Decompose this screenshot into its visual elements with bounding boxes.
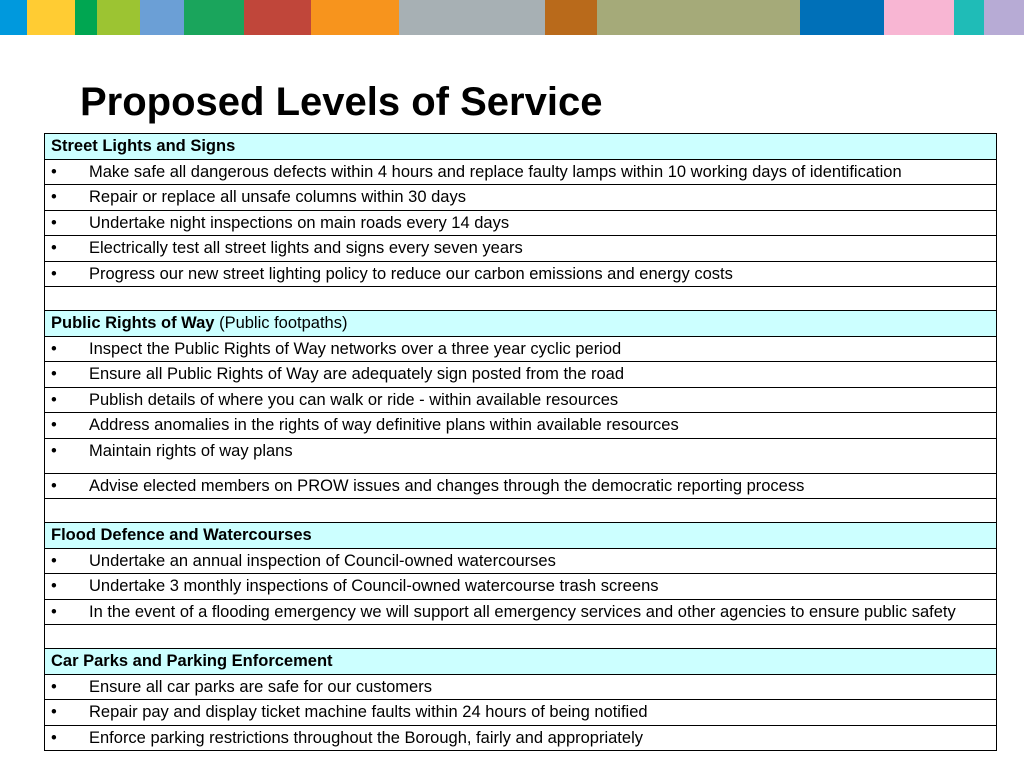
table-cell	[45, 700, 997, 726]
bullet-icon: •	[51, 390, 57, 409]
bullet-icon: •	[51, 677, 57, 696]
color-bar-segment	[184, 0, 244, 35]
spacer-row	[45, 625, 997, 649]
section-heading: Flood Defence and Watercourses	[51, 526, 312, 544]
color-bar-segment	[75, 0, 97, 35]
list-item-text: Inspect the Public Rights of Way networks over a three year cyclic period	[89, 339, 622, 358]
list-item	[51, 262, 990, 287]
table-row	[45, 236, 997, 262]
table-row	[45, 159, 997, 185]
table-cell	[45, 599, 997, 625]
table-cell	[45, 210, 997, 236]
bullet-icon: •	[51, 602, 57, 621]
section-header-cell	[45, 523, 997, 549]
list-item	[51, 337, 990, 362]
table-cell	[45, 413, 997, 439]
bullet-icon: •	[51, 416, 57, 434]
spacer-cell	[45, 287, 997, 311]
levels-of-service-table	[44, 133, 997, 751]
bullet-icon: •	[51, 339, 57, 358]
table-cell	[45, 473, 997, 499]
table-cell	[45, 574, 997, 600]
bullet-icon: •	[51, 577, 57, 595]
color-bar-segment	[0, 0, 27, 35]
table-row	[45, 185, 997, 211]
table-cell	[45, 261, 997, 287]
table-row	[45, 674, 997, 700]
list-item-text: In the event of a flooding emergency we will support all emergency services and other agencies to ensure public safety	[89, 602, 956, 621]
spacer-cell	[45, 499, 997, 523]
table-row	[45, 725, 997, 751]
list-item-text: Address anomalies in the rights of way definitive plans within available resources	[89, 416, 679, 434]
table-cell	[45, 336, 997, 362]
bullet-icon: •	[51, 476, 57, 495]
bullet-icon: •	[51, 162, 57, 181]
list-item	[51, 362, 990, 387]
bullet-icon: •	[51, 264, 57, 283]
list-item-text: Progress our new street lighting policy to reduce our carbon emissions and energy costs	[89, 264, 733, 283]
list-item	[51, 474, 990, 499]
table-cell	[45, 438, 997, 473]
table-row	[45, 473, 997, 499]
list-item	[51, 160, 990, 185]
list-item-text: Repair pay and display ticket machine faults within 24 hours of being notified	[89, 703, 648, 721]
color-bar-segment	[954, 0, 984, 35]
list-item	[51, 549, 990, 574]
color-bar-segment	[140, 0, 184, 35]
list-item	[51, 675, 990, 700]
table-row	[45, 261, 997, 287]
list-item-text: Enforce parking restrictions throughout the Borough, fairly and appropriately	[89, 728, 643, 747]
list-item	[51, 413, 990, 438]
list-item	[51, 574, 990, 599]
list-item-text: Repair or replace all unsafe columns within 30 days	[89, 188, 466, 206]
color-bar-segment	[884, 0, 954, 35]
table-row	[45, 336, 997, 362]
table-row	[45, 599, 997, 625]
page-title: Proposed Levels of Service	[80, 80, 603, 124]
color-bar-segment	[597, 0, 800, 35]
bullet-icon: •	[51, 188, 57, 206]
section-header-row	[45, 523, 997, 549]
list-item	[51, 211, 990, 236]
section-header-cell	[45, 649, 997, 675]
color-bar-segment	[244, 0, 311, 35]
section-heading-note: (Public footpaths)	[214, 314, 348, 332]
bullet-icon: •	[51, 551, 57, 570]
table-cell	[45, 387, 997, 413]
spacer-row	[45, 287, 997, 311]
section-header-row	[45, 134, 997, 160]
bullet-icon: •	[51, 728, 57, 747]
table-cell	[45, 185, 997, 211]
list-item-text: Undertake an annual inspection of Council-owned watercourses	[89, 551, 556, 570]
table-row	[45, 548, 997, 574]
color-bar-segment	[97, 0, 140, 35]
decorative-color-bar	[0, 0, 1024, 35]
table-row	[45, 413, 997, 439]
bullet-icon: •	[51, 365, 57, 383]
list-item-text: Electrically test all street lights and signs every seven years	[89, 239, 523, 257]
table-cell	[45, 236, 997, 262]
color-bar-segment	[311, 0, 399, 35]
section-header-row	[45, 311, 997, 337]
list-item	[51, 236, 990, 261]
list-item-text: Make safe all dangerous defects within 4 hours and replace faulty lamps within 10 working days of identification	[89, 162, 902, 181]
list-item-text: Maintain rights of way plans	[89, 441, 293, 460]
color-bar-segment	[984, 0, 1024, 35]
bullet-icon: •	[51, 239, 57, 257]
table-row	[45, 210, 997, 236]
section-header-cell	[45, 134, 997, 160]
list-item	[51, 185, 990, 210]
bullet-icon: •	[51, 213, 57, 232]
list-item-text: Undertake 3 monthly inspections of Council-owned watercourse trash screens	[89, 577, 659, 595]
list-item	[51, 726, 990, 751]
table-cell	[45, 674, 997, 700]
spacer-row	[45, 499, 997, 523]
list-item	[51, 439, 990, 464]
section-header-cell	[45, 311, 997, 337]
list-item	[51, 388, 990, 413]
section-heading: Street Lights and Signs	[51, 137, 236, 155]
table-cell	[45, 548, 997, 574]
bullet-icon: •	[51, 441, 57, 460]
table-row	[45, 362, 997, 388]
table-cell	[45, 362, 997, 388]
list-item-text: Undertake night inspections on main roads every 14 days	[89, 213, 510, 232]
table-row	[45, 438, 997, 473]
table-row	[45, 387, 997, 413]
color-bar-segment	[545, 0, 597, 35]
list-item	[51, 700, 990, 725]
spacer-cell	[45, 625, 997, 649]
color-bar-segment	[27, 0, 75, 35]
section-heading: Car Parks and Parking Enforcement	[51, 652, 333, 670]
table-cell	[45, 725, 997, 751]
table-cell	[45, 159, 997, 185]
list-item	[51, 600, 990, 625]
bullet-icon: •	[51, 703, 57, 721]
color-bar-segment	[399, 0, 545, 35]
list-item-text: Ensure all Public Rights of Way are adequately sign posted from the road	[89, 365, 625, 383]
list-item-text: Ensure all car parks are safe for our customers	[89, 677, 432, 696]
table-row	[45, 574, 997, 600]
list-item-text: Advise elected members on PROW issues and changes through the democratic reporting process	[89, 476, 805, 495]
section-header-row	[45, 649, 997, 675]
section-heading: Public Rights of Way	[51, 314, 215, 332]
color-bar-segment	[800, 0, 884, 35]
table-row	[45, 700, 997, 726]
list-item-text: Publish details of where you can walk or ride - within available resources	[89, 390, 619, 409]
